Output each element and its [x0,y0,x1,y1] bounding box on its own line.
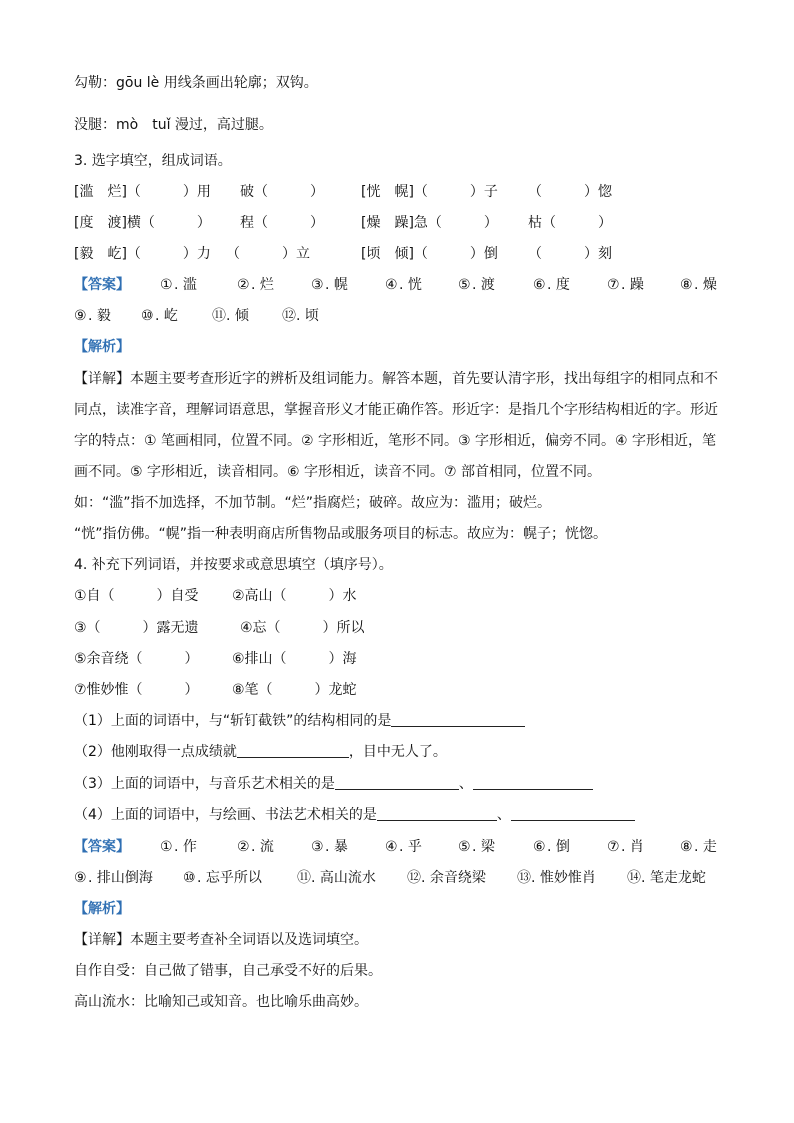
q3-item: 枯（ ） [528,215,612,231]
q3-item: [滥 烂]（ ）用 [74,184,211,200]
q4-item: ①自（ ）自受 [74,588,199,604]
answer-item: ⑫. 顷 [282,308,319,324]
answer-item: ⑪. 倾 [212,308,249,324]
answer-tag: 【答案】 [74,277,130,293]
explanation-line: 【详解】本题主要考查补全词语以及选词填空。 [74,932,368,948]
q3-item: （ ）立 [226,246,310,262]
explanation-line: 如：“滥”指不加选择，不加节制。“烂”指腐烂；破碎。故应为：滥用；破烂。 [74,495,552,511]
answer-item: ⑪. 高山流水 [297,870,376,886]
definition-moutui: 没腿：mò tuǐ 漫过，高过腿。 [74,117,273,133]
answer-item: ③. 幌 [311,277,348,293]
q4-item: ②高山（ ）水 [232,588,357,604]
q3-item: [度 渡]横（ ） [74,215,211,231]
q3-item: [毅 屹]（ ）力 [74,246,211,262]
q4-item: ⑦惟妙惟（ ） [74,682,199,698]
q4-item: ③（ ）露无遗 [74,620,199,636]
answer-item: ⑨. 排山倒海 [74,870,153,886]
answer-item: ⑬. 惟妙惟肖 [517,870,596,886]
answer-item: ④. 乎 [385,839,422,855]
sub-question-3: （3）上面的词语中，与音乐艺术相关的是 、 [74,774,593,794]
q4-item: ④忘（ ）所以 [240,620,365,636]
q3-item: [燥 躁]急（ ） [361,215,498,231]
answer-item: ①. 作 [160,839,197,855]
answer-item: ⑧. 走 [680,839,717,855]
analysis-tag: 【解析】 [74,339,130,355]
answer-item: ③. 暴 [311,839,348,855]
answer-item: ⑤. 梁 [458,839,495,855]
q4-item: ⑤余音绕（ ） [74,651,199,667]
answer-item: ⑥. 度 [533,277,570,293]
question-4-title: 4. 补充下列词语，并按要求或意思填空（填序号）。 [74,557,393,573]
answer-item: ⑥. 倒 [533,839,570,855]
explanation-line: 自作自受：自己做了错事，自己承受不好的后果。 [74,963,382,979]
answer-item: ⑤. 渡 [458,277,495,293]
answer-blank[interactable] [511,806,635,821]
sub-question-1: （1）上面的词语中，与“斩钉截铁”的结构相同的是 [74,711,525,731]
q4-item: ⑧笔（ ）龙蛇 [232,682,357,698]
answer-item: ④. 恍 [385,277,422,293]
q3-item: （ ）刻 [528,246,612,262]
answer-item: ⑭. 笔走龙蛇 [627,870,706,886]
explanation-line: 高山流水：比喻知己或知音。也比喻乐曲高妙。 [74,994,368,1010]
analysis-tag: 【解析】 [74,901,130,917]
answer-item: ①. 滥 [160,277,197,293]
answer-item: ⑧. 燥 [680,277,717,293]
answer-blank[interactable] [335,775,459,790]
answer-item: ⑦. 躁 [607,277,644,293]
explanation-line: 字的特点：① 笔画相同，位置不同。② 字形相近，笔形不同。③ 字形相近，偏旁不同。④ 字形相近，笔 [74,433,717,449]
q3-item: 破（ ） [240,184,324,200]
answer-blank[interactable] [237,743,349,758]
explanation-line: “恍”指仿佛。“幌”指一种表明商店所售物品或服务项目的标志。故应为：幌子；恍惚。 [74,526,608,542]
q3-item: [恍 幌]（ ）子 [361,184,498,200]
answer-tag: 【答案】 [74,839,130,855]
definition-goule: 勾勒：gōu lè 用线条画出轮廓；双钩。 [74,75,318,91]
q3-item: [顷 倾]（ ）倒 [361,246,498,262]
q4-item: ⑥排山（ ）海 [232,651,357,667]
sub-question-4: （4）上面的词语中，与绘画、书法艺术相关的是 、 [74,805,635,825]
answer-item: ⑨. 毅 [74,308,111,324]
explanation-line: 画不同。⑤ 字形相近，读音相同。⑥ 字形相近，读音不同。⑦ 部首相同，位置不同。 [74,464,602,480]
question-3-title: 3. 选字填空，组成词语。 [74,153,232,169]
explanation-line: 【详解】本题主要考查形近字的辨析及组词能力。解答本题，首先要认清字形，找出每组字的相同点和不 [74,371,718,387]
answer-blank[interactable] [391,712,525,727]
q3-item: 程（ ） [240,215,324,231]
answer-item: ⑩. 忘乎所以 [183,870,262,886]
sub-question-2: （2）他刚取得一点成绩就 ，目中无人了。 [74,744,447,760]
answer-blank[interactable] [473,775,593,790]
answer-item: ⑩. 屹 [141,308,178,324]
answer-item: ②. 流 [237,839,274,855]
explanation-line: 同点，读准字音，理解词语意思，掌握音形义才能正确作答。形近字：是指几个字形结构相近的字。形近 [74,402,718,418]
answer-item: ⑫. 余音绕梁 [407,870,486,886]
q3-item: （ ）惚 [528,184,612,200]
answer-item: ⑦. 肖 [607,839,644,855]
answer-blank[interactable] [377,806,497,821]
answer-item: ②. 烂 [237,277,274,293]
